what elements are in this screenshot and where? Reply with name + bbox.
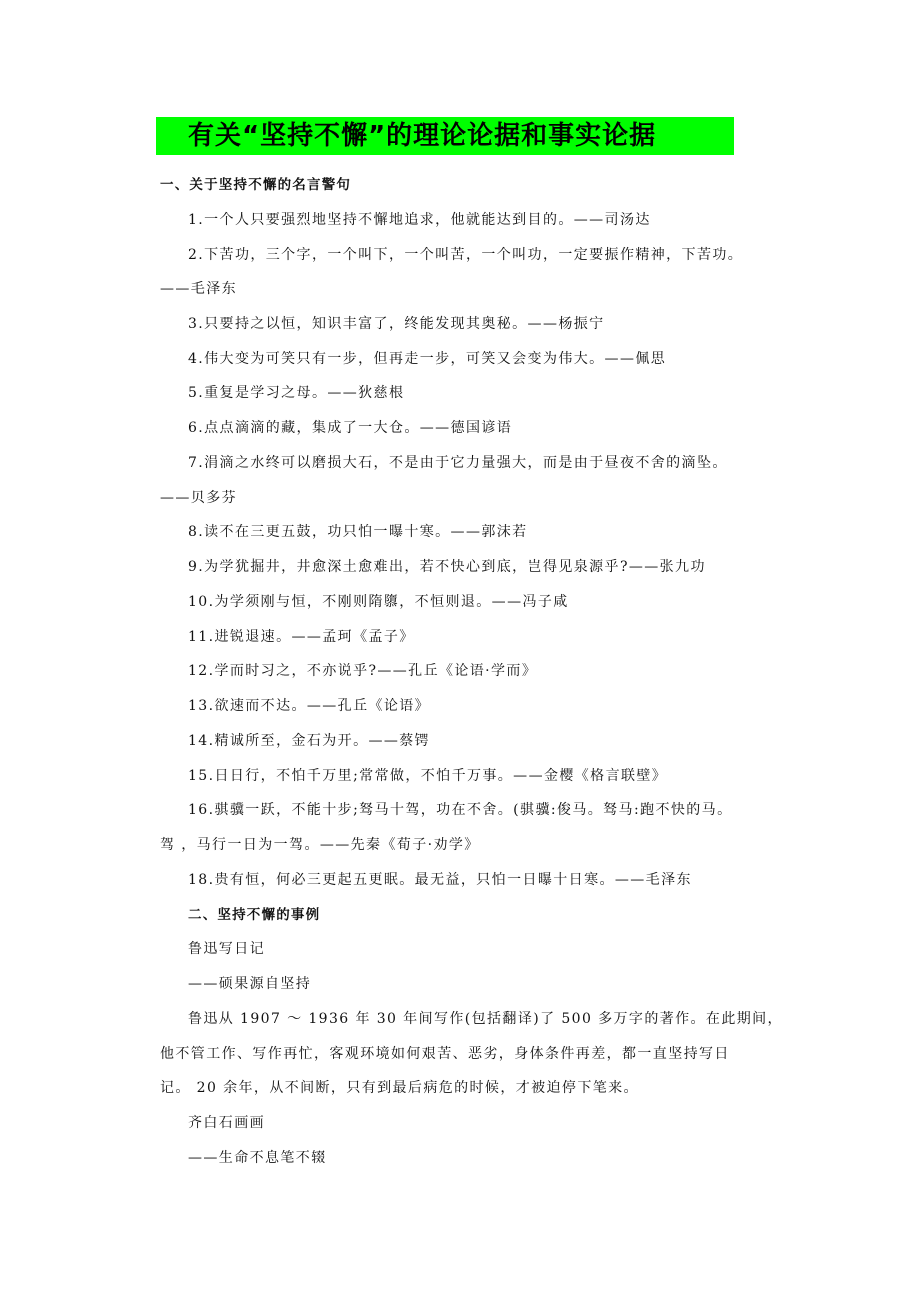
example-title: 齐白石画画 xyxy=(188,1115,265,1131)
example-subtitle: ——生命不息笔不辍 xyxy=(188,1150,327,1166)
example-paragraph-line: 记。 20 余年，从不间断，只有到最后病危的时候，才被迫停下笔来。 xyxy=(160,1080,639,1096)
quote-line: 4.伟大变为可笑只有一步，但再走一步，可笑又会变为伟大。——佩思 xyxy=(188,351,667,367)
quote-line-continuation: ——贝多芬 xyxy=(160,490,237,506)
example-paragraph-line: 他不管工作、写作再忙，客观环境如何艰苦、恶劣，身体条件再差，都一直坚持写日 xyxy=(160,1046,730,1062)
quote-line: 10.为学须刚与恒，不刚则隋隳，不恒则退。——冯子咸 xyxy=(188,594,569,610)
example-subtitle: ——硕果源自坚持 xyxy=(188,976,312,992)
example-title: 鲁迅写日记 xyxy=(188,941,265,957)
quote-line: 6.点点滴滴的藏，集成了一大仓。——德国谚语 xyxy=(188,420,513,436)
quote-line: 15.日日行，不怕千万里;常常做，不怕千万事。——金樱《格言联壁》 xyxy=(188,768,668,784)
section-heading-quotes: 一、关于坚持不懈的名言警句 xyxy=(160,177,352,193)
quote-line: 8.读不在三更五鼓，功只怕一曝十寒。——郭沫若 xyxy=(188,524,528,540)
quote-line: 13.欲速而不达。——孔丘《论语》 xyxy=(188,698,431,714)
quote-line: 3.只要持之以恒，知识丰富了，终能发现其奥秘。——杨振宁 xyxy=(188,316,605,332)
quote-line: 9.为学犹掘井，井愈深土愈难出，若不快心到底，岂得见泉源乎?——张九功 xyxy=(188,559,706,575)
section-heading-examples: 二、坚持不懈的事例 xyxy=(188,907,321,923)
quote-line: 2.下苦功，三个字，一个叫下，一个叫苦，一个叫功，一定要振作精神，下苦功。 xyxy=(188,247,744,263)
quote-line: 11.进锐退速。——孟珂《孟子》 xyxy=(188,629,415,645)
example-paragraph-line: 鲁迅从 1907 ～ 1936 年 30 年间写作(包括翻译)了 500 多万字的著作。在此期间， xyxy=(188,1011,783,1027)
document-title: 有关“坚持不懈”的理论论据和事实论据 xyxy=(188,121,657,151)
quote-line: 16.骐骥一跃，不能十步;驽马十驾，功在不舍。(骐骥:俊马。驽马:跑不快的马。 xyxy=(188,802,733,818)
quote-line: 1.一个人只要强烈地坚持不懈地追求，他就能达到目的。——司汤达 xyxy=(188,212,651,228)
quote-line: 18.贵有恒，何必三更起五更眠。最无益，只怕一日曝十日寒。——毛泽东 xyxy=(188,872,692,888)
quote-line-continuation: ——毛泽东 xyxy=(160,281,237,297)
quote-line: 7.涓滴之水终可以磨损大石，不是由于它力量强大，而是由于昼夜不舍的滴坠。 xyxy=(188,455,728,471)
quote-line: 5.重复是学习之母。——狄慈根 xyxy=(188,385,405,401)
quote-line-continuation: 驾 ，马行一日为一驾。——先秦《荀子·劝学》 xyxy=(160,837,480,853)
quote-line: 12.学而时习之，不亦说乎?——孔丘《论语·学而》 xyxy=(188,663,538,679)
quote-line: 14.精诚所至，金石为开。——蔡锷 xyxy=(188,733,431,749)
